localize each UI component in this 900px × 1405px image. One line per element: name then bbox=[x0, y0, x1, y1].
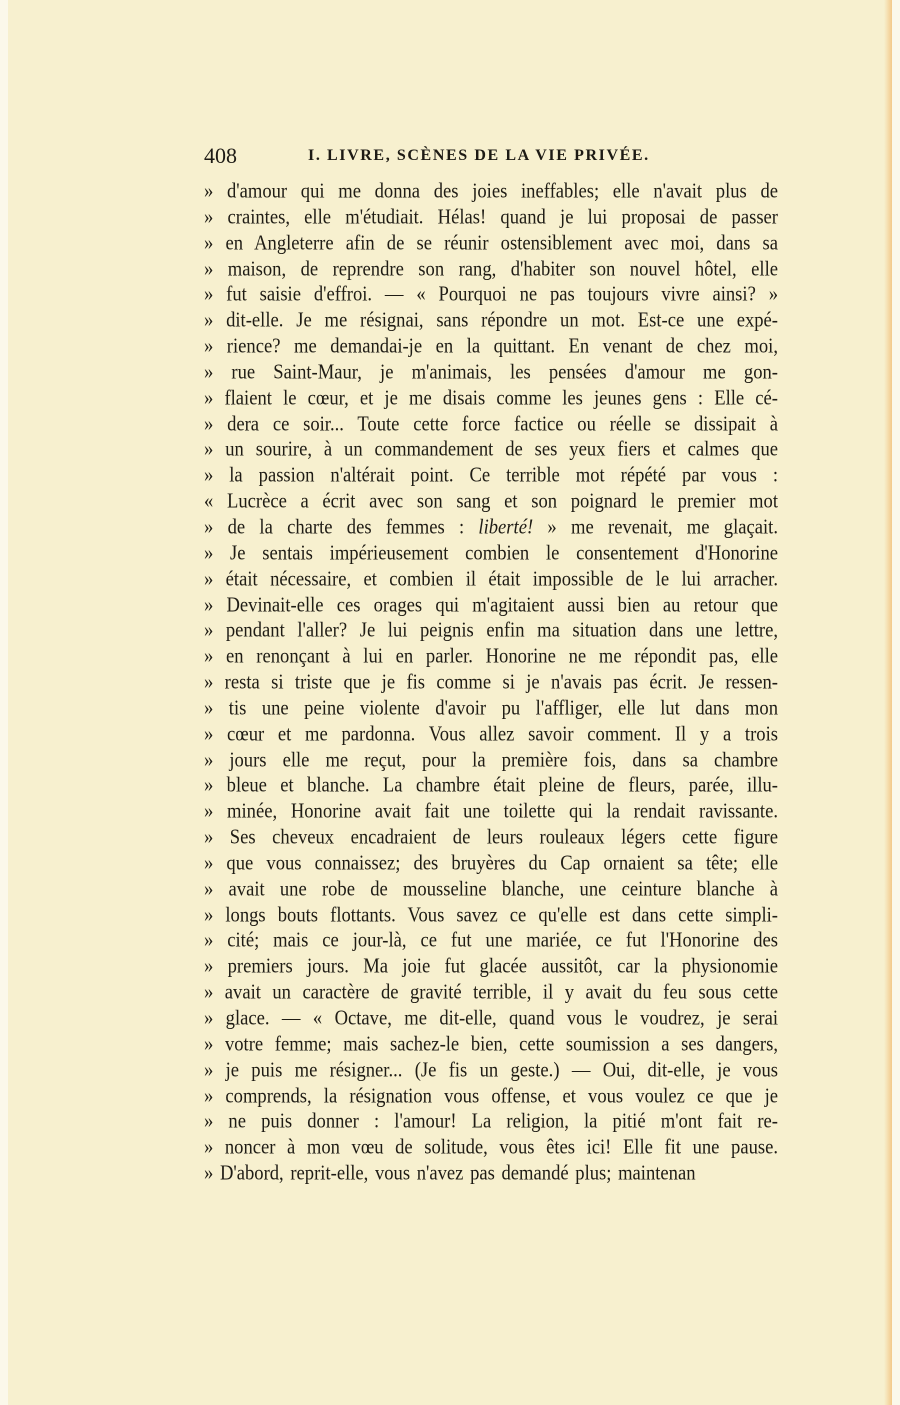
text-line: » avait une robe de mousseline blanche, une ceinture blanche à bbox=[204, 877, 778, 901]
text-line: » je puis me résigner... (Je fis un geste.) — Oui, dit-elle, je vous bbox=[204, 1058, 778, 1082]
page-header bbox=[204, 143, 778, 173]
text-line: » en Angleterre afin de se réunir ostensiblement avec moi, dans sa bbox=[204, 231, 778, 255]
running-title: I. LIVRE, SCÈNES DE LA VIE PRIVÉE. bbox=[308, 147, 650, 164]
text-line: » en renonçant à lui en parler. Honorine ne me répondit pas, elle bbox=[204, 644, 778, 669]
text-line: » jours elle me reçut, pour la première fois, dans sa chambre bbox=[204, 748, 778, 772]
text-line: » noncer à mon vœu de solitude, vous êtes ici! Elle fit une pause. bbox=[204, 1135, 778, 1160]
text-line: » d'amour qui me donna des joies ineffables; elle n'avait plus de bbox=[204, 179, 778, 204]
text-segment: » de la charte des femmes : bbox=[204, 515, 479, 540]
text-line: » votre femme; mais sachez-le bien, cette soumission a ses dangers, bbox=[204, 1032, 778, 1057]
text-line: » fut saisie d'effroi. — « Pourquoi ne pas toujours vivre ainsi? » bbox=[204, 283, 778, 307]
text-line: » glace. — « Octave, me dit-elle, quand vous le voudrez, je serai bbox=[204, 1006, 778, 1031]
text-line: » rience? me demandai-je en la quittant. En venant de chez moi, bbox=[204, 334, 778, 359]
text-line: » cœur et me pardonna. Vous allez savoir comment. Il y a trois bbox=[204, 722, 778, 746]
body-text bbox=[204, 179, 778, 1187]
text-segment: » me revenait, me glaçait. bbox=[533, 515, 778, 540]
text-line: » premiers jours. Ma joie fut glacée aussitôt, car la physionomie bbox=[204, 955, 778, 979]
text-line: » cité; mais ce jour-là, ce fut une mariée, ce fut l'Honorine des bbox=[204, 929, 778, 953]
italic-word: liberté! bbox=[478, 515, 534, 540]
text-line: » ne puis donner : l'amour! La religion, la pitié m'ont fait re- bbox=[204, 1110, 778, 1134]
page-number: 408 bbox=[204, 143, 237, 168]
text-line: » dera ce soir... Toute cette force factice ou réelle se dissipait à bbox=[204, 412, 778, 436]
text-line: » resta si triste que je fis comme si je n'avais pas écrit. Je ressen- bbox=[204, 670, 778, 695]
text-line: » avait un caractère de gravité terrible, il y avait du feu sous cette bbox=[204, 980, 778, 1005]
text-line: » Je sentais impérieusement combien le consentement d'Honorine bbox=[204, 541, 778, 566]
text-line: » rue Saint-Maur, je m'animais, les pensées d'amour me gon- bbox=[204, 360, 778, 385]
page-edge bbox=[884, 0, 892, 1405]
text-line: » la passion n'altérait point. Ce terrible mot répété par vous : bbox=[204, 463, 778, 488]
text-line: » bleue et blanche. La chambre était pleine de fleurs, parée, illu- bbox=[204, 774, 778, 798]
text-line: » flaient le cœur, et je me disais comme les jeunes gens : Elle cé- bbox=[204, 386, 778, 410]
text-line: « Lucrèce a écrit avec son sang et son poignard le premier mot bbox=[204, 489, 778, 514]
text-line: » D'abord, reprit-elle, vous n'avez pas demandé plus; maintenan bbox=[204, 1161, 696, 1186]
text-line: » était nécessaire, et combien il était impossible de le lui arracher. bbox=[204, 567, 778, 591]
text-line bbox=[204, 513, 778, 542]
text-line: » tis une peine violente d'avoir pu l'affliger, elle lut dans mon bbox=[204, 696, 778, 721]
text-line: » craintes, elle m'étudiait. Hélas! quand je lui proposai de passer bbox=[204, 205, 778, 230]
text-line: » dit-elle. Je me résignai, sans répondre un mot. Est-ce une expé- bbox=[204, 308, 778, 333]
text-line: » Ses cheveux encadraient de leurs rouleaux légers cette figure bbox=[204, 825, 778, 850]
text-line: » longs bouts flottants. Vous savez ce qu'elle est dans cette simpli- bbox=[204, 903, 778, 927]
text-line: » maison, de reprendre son rang, d'habiter son nouvel hôtel, elle bbox=[204, 257, 778, 281]
text-line: » pendant l'aller? Je lui peignis enfin ma situation dans une lettre, bbox=[204, 619, 778, 643]
text-line: » comprends, la résignation vous offense, et vous voulez ce que je bbox=[204, 1084, 778, 1108]
text-line: » que vous connaissez; des bruyères du Cap ornaient sa tête; elle bbox=[204, 851, 778, 876]
text-line: » minée, Honorine avait fait une toilette qui la rendait ravissante. bbox=[204, 799, 778, 824]
text-line: » Devinait-elle ces orages qui m'agitaient aussi bien au retour que bbox=[204, 593, 778, 617]
text-line: » un sourire, à un commandement de ses yeux fiers et calmes que bbox=[204, 438, 778, 462]
